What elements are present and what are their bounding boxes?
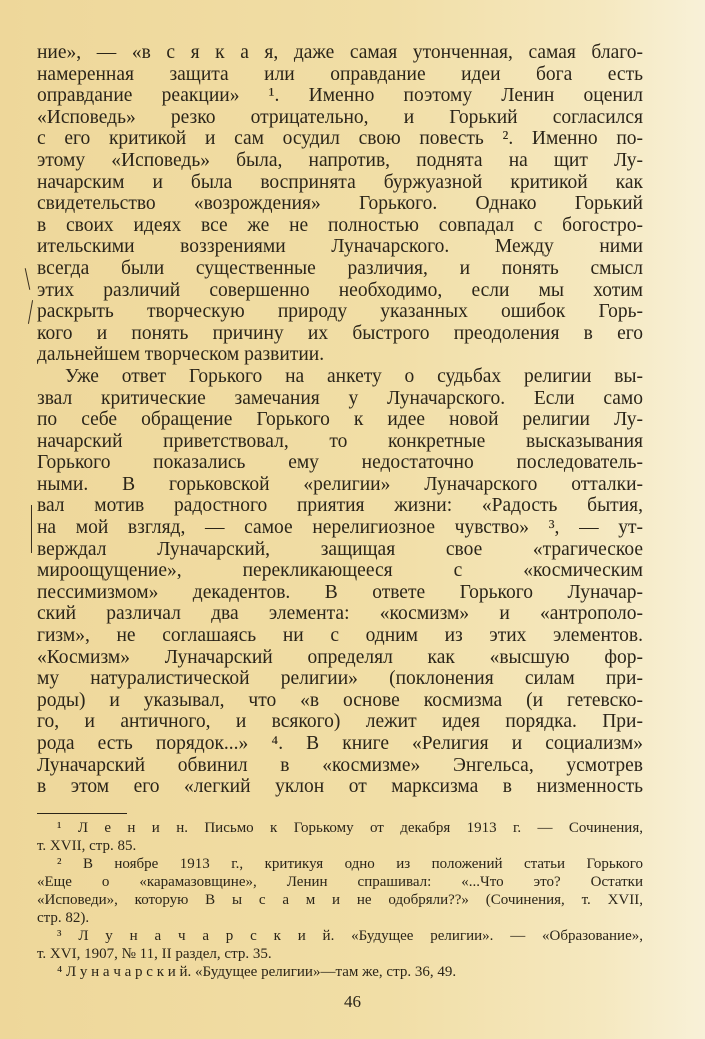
pencil-margin-mark	[28, 300, 33, 324]
text-line: Луначарский обвинил в «космизме» Энгельса, усмотрев	[37, 754, 643, 776]
footnote-line: «Еще о «карамазовщине», Ленин спрашивал: «...Что это? Остатки	[37, 874, 643, 890]
text-line: в этом его «легкий уклон от марксизма в низменность	[37, 776, 643, 798]
text-line: ными. В горьковской «религии» Луначарского отталки-	[37, 473, 643, 495]
text-line: «Космизм» Луначарский определял как «высшую фор-	[37, 646, 643, 668]
footnotes	[37, 819, 643, 981]
paragraph	[37, 366, 643, 798]
footnote-divider	[37, 813, 127, 814]
footnote-line: ² В ноябре 1913 г., критикуя одно из положений статьи Горького	[57, 856, 643, 872]
text-line: «Исповедь» резко отрицательно, и Горький согласился	[37, 106, 643, 128]
text-line: мироощущение», перекликающееся с «космическим	[37, 560, 643, 582]
text-line: свидетельство «возрождения» Горького. Однако Горький	[37, 193, 643, 215]
text-line: вал мотив радостного приятия жизни: «Радость бытия,	[37, 495, 643, 517]
page-number: 46	[344, 992, 361, 1011]
text-line: му натуралистической религии» (поклонения силам при-	[37, 668, 643, 690]
text-line: роды) и указывал, что «в основе космизма (и гетевско-	[37, 689, 643, 711]
text-line: Горького показались ему недостаточно последователь-	[37, 452, 643, 474]
footnote	[37, 855, 643, 927]
text-line: Уже ответ Горького на анкету о судьбах религии вы-	[65, 365, 643, 387]
text-line: оправдание реакции» ¹. Именно поэтому Ленин оценил	[37, 85, 643, 107]
footnote-line: ⁴ Л у н а ч а р с к и й. «Будущее религии»—там же, стр. 36, 49.	[57, 964, 457, 980]
footnote	[37, 927, 643, 963]
text-line: ительскими воззрениями Луначарского. Между ними	[37, 236, 643, 258]
footnote-line: ³ Л у н а ч а р с к и й. «Будущее религии». — «Образование»,	[57, 928, 643, 944]
text-line: гизм», не соглашаясь ни с одним из этих элементов.	[37, 625, 643, 647]
text-line: с его критикой и сам осудил свою повесть ². Именно по-	[37, 128, 643, 150]
text-line: ский различал два элемента: «космизм» и «антрополо-	[37, 603, 643, 625]
text-line: кого и понять причину их быстрого преодоления в его	[37, 322, 643, 344]
footnote-line: «Исповеди», которую В ы с а м и не одобряли??» (Сочинения, т. XVII,	[37, 892, 643, 908]
text-line: всегда были существенные различия, и понять смысл	[37, 257, 643, 279]
text-line: начарским и была воспринята буржуазной критикой как	[37, 171, 643, 193]
text-line: ние», — «в с я к а я, даже самая утонченная, самая благо-	[37, 42, 643, 63]
text-line: го, и античного, и всякого) лежит идея порядка. При-	[37, 711, 643, 733]
paragraph	[37, 42, 643, 366]
text-line: рода есть порядок...» ⁴. В книге «Религия и социализм»	[37, 733, 643, 754]
text-line: этому «Исповедь» была, напротив, поднята на щит Лу-	[37, 149, 643, 171]
text-line: в своих идеях все же не полностью совпадал с богостро-	[37, 214, 643, 236]
text-line: этих различий совершенно необходимо, если мы хотим	[37, 279, 643, 301]
footnote-line: ¹ Л е н и н. Письмо к Горькому от декабря 1913 г. — Сочинения,	[57, 820, 643, 836]
text-line: дальнейшем творческом развитии.	[37, 344, 325, 366]
footnote	[37, 963, 643, 981]
footnote-line: т. XVII, стр. 85.	[37, 838, 137, 854]
text-line: намеренная защита или оправдание идеи бога есть	[37, 63, 643, 85]
text-line: раскрыть творческую природу указанных ошибок Горь-	[37, 301, 643, 323]
text-line: на мой взгляд, — самое нерелигиозное чувство» ³, — ут-	[37, 517, 643, 539]
footnote-line: стр. 82).	[37, 910, 90, 926]
pencil-margin-mark	[31, 505, 32, 553]
main-text	[37, 42, 643, 798]
footnote-line: т. XVI, 1907, № 11, II раздел, стр. 35.	[37, 946, 272, 962]
text-line: по себе обращение Горького к идее новой религии Лу-	[37, 409, 643, 431]
text-line: звал критические замечания у Луначарского. Если само	[37, 387, 643, 409]
footnote	[37, 819, 643, 855]
pencil-margin-mark	[25, 268, 31, 290]
text-line: пессимизмом» декадентов. В ответе Горького Луначар-	[37, 581, 643, 603]
text-line: верждал Луначарский, защищая свое «трагическое	[37, 538, 643, 560]
text-line: начарский приветствовал, то конкретные высказывания	[37, 430, 643, 452]
